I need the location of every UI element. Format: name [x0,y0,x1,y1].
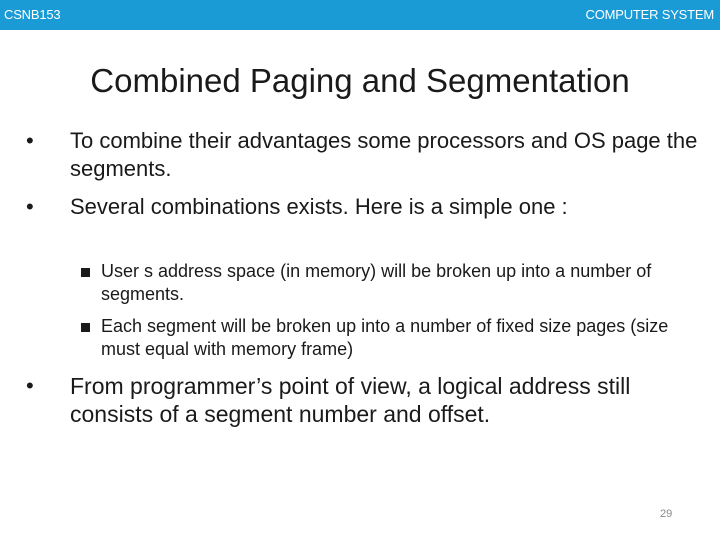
bullet-text: From programmer’s point of view, a logical address still consists of a segment number and offset. [70,373,631,427]
bullet-dot-icon: • [26,128,34,153]
sub-bullet-text: User s address space (in memory) will be broken up into a number of segments. [101,261,652,304]
sub-bullet-text: Each segment will be broken up into a number of fixed size pages (size must equal with memory frame) [101,316,669,359]
square-bullet-icon [81,268,90,277]
bullet-item [26,193,700,221]
slide-content [0,127,720,507]
bullet-dot-icon: • [26,194,34,219]
bullet-item [26,372,700,428]
bullet-item [26,127,700,183]
bullet-text: To combine their advantages some processors and OS page the segments. [70,128,698,181]
square-bullet-icon [81,323,90,332]
header-bar [0,0,720,30]
sub-bullet-item [101,315,701,361]
course-name: COMPUTER SYSTEM [585,7,714,22]
bullet-dot-icon: • [26,373,34,398]
slide-title: Combined Paging and Segmentation [90,62,630,99]
page-number: 29 [660,508,673,520]
course-code: CSNB153 [4,7,61,22]
sub-bullet-item [101,260,701,306]
bullet-text: Several combinations exists. Here is a simple one : [70,194,568,219]
